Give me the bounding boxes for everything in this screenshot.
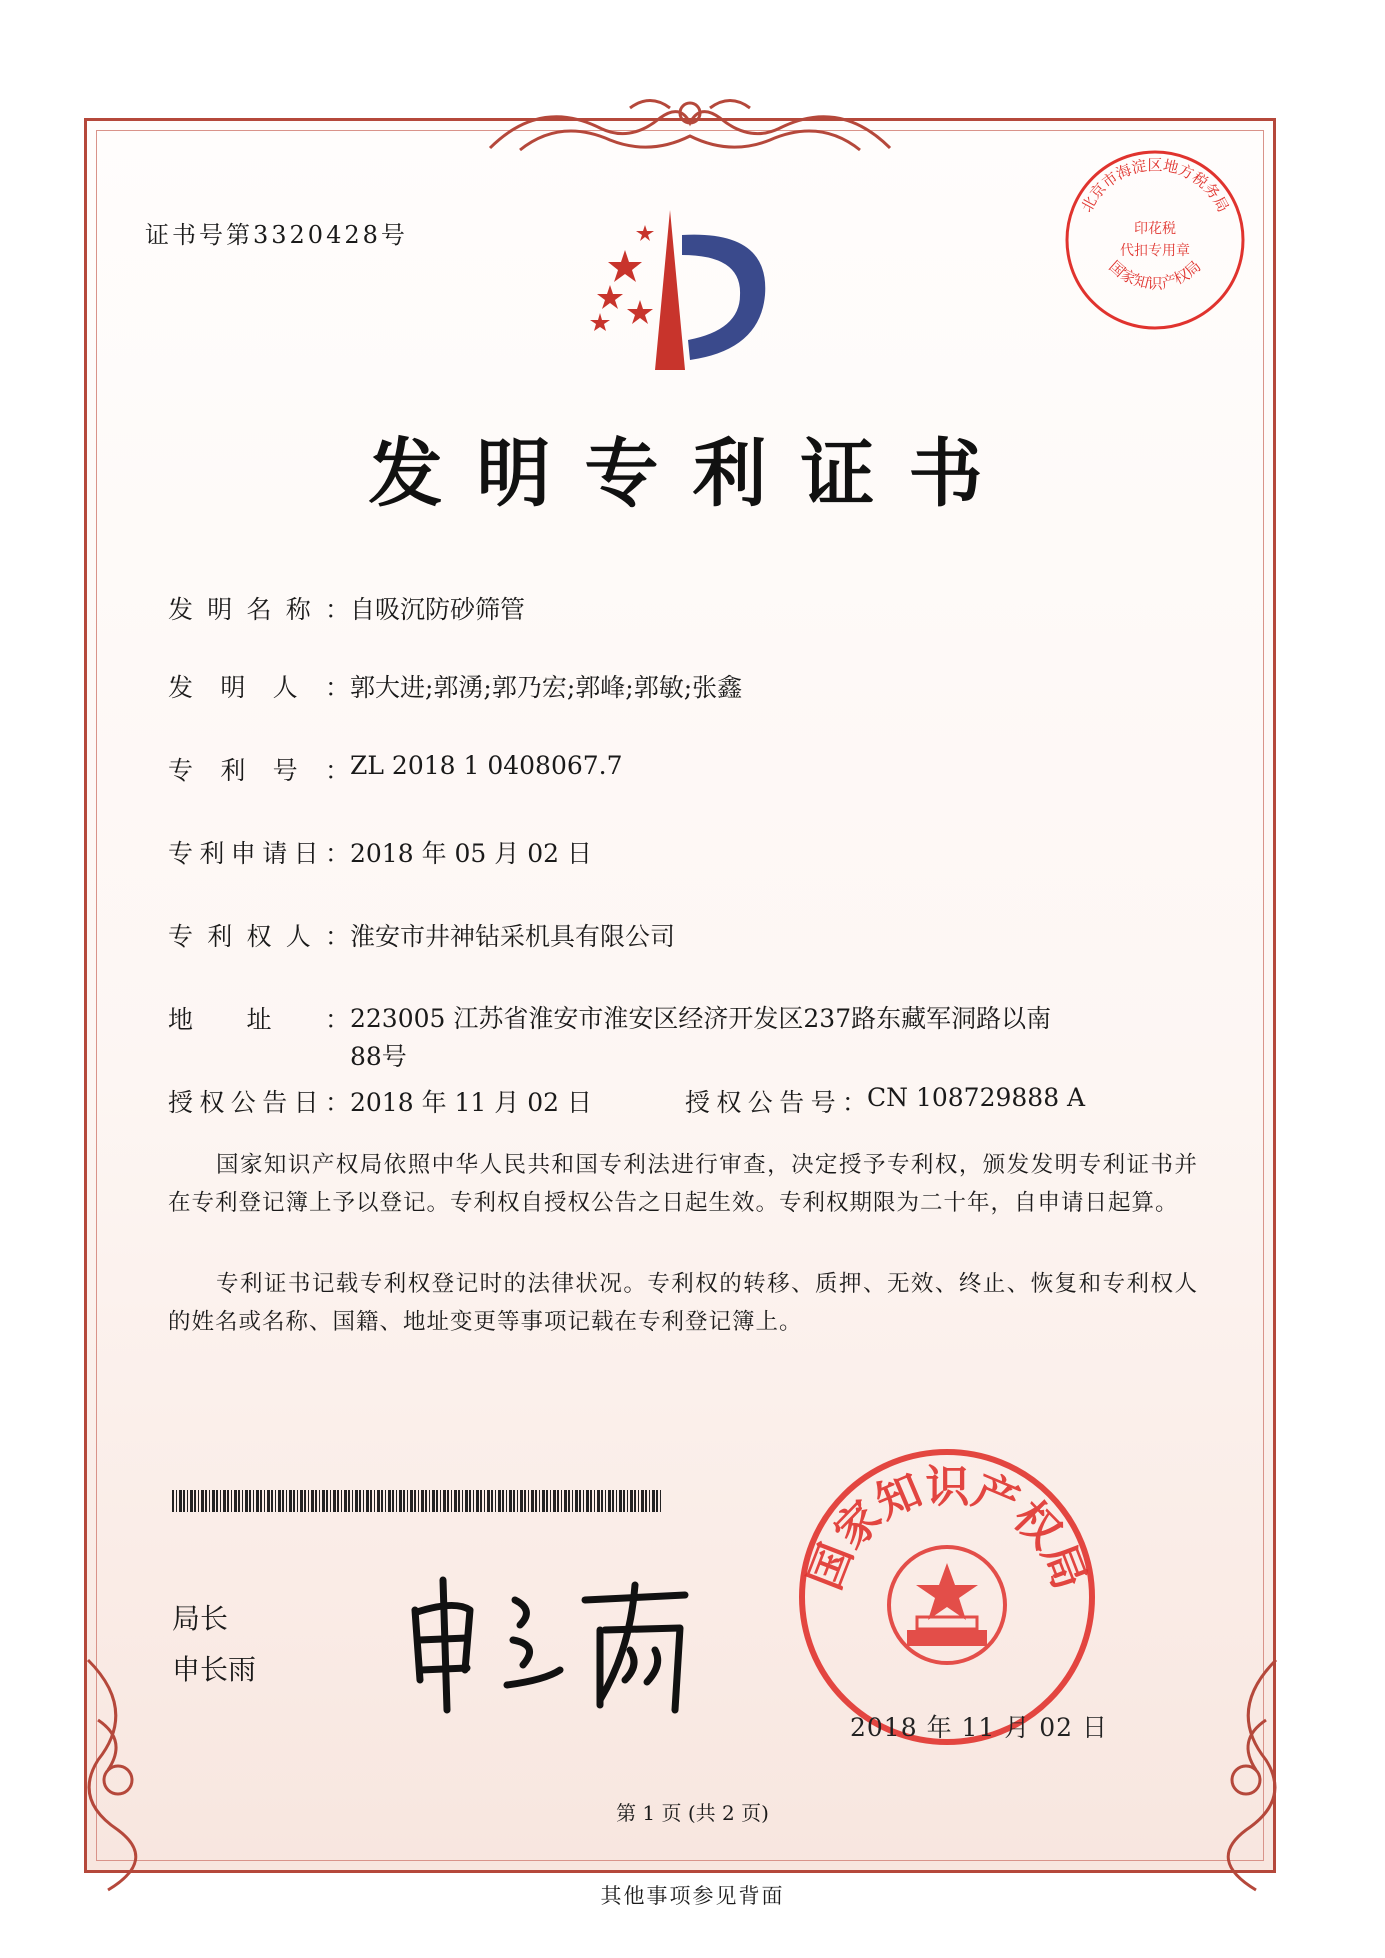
label-grant-date: 授权公告日： [168,1088,350,1117]
value-address: 223005 江苏省淮安市淮安区经济开发区237路东藏军洞路以南88号 [350,1004,1052,1071]
label-address: 地址： [168,1005,350,1034]
tax-stamp-center-2: 代扣专用章 [1120,243,1190,259]
seal-ring-text: 国家知识产权局 [799,1461,1096,1597]
label-invention-name: 发明名称： [168,595,350,624]
tax-stamp-ring-text: 北京市海淀区地方税务局 [1077,156,1233,216]
tax-stamp [1060,145,1250,335]
label-inventors: 发明人： [168,673,350,702]
field-invention-name [168,590,525,626]
field-grant-number [685,1083,1085,1119]
director-title: 局长 [172,1602,229,1635]
value-application-date: 2018 年 05 月 02 日 [350,839,592,868]
field-address [168,1000,1070,1076]
value-grant-number: CN 108729888 A [867,1083,1086,1112]
director-signature [395,1570,705,1720]
director-name: 申长雨 [172,1653,257,1686]
field-inventors [168,668,742,704]
paragraph-2: 专利证书记载专利权登记时的法律状况。专利权的转移、质押、无效、终止、恢复和专利权人的姓名或名称、国籍、地址变更等事项记载在专利登记簿上。 [168,1271,1198,1335]
official-seal [795,1445,1100,1750]
bottom-left-ornament [78,1650,168,1900]
label-patent-number: 专利号： [168,756,350,785]
paragraph-1: 国家知识产权局依照中华人民共和国专利法进行审查，决定授予专利权，颁发发明专利证书并在专利登记簿上予以登记。专利权自授权公告之日起生效。专利权期限为二十年，自申请日起算。 [168,1152,1198,1216]
svg-text:北京市海淀区地方税务局 [1078,156,1233,215]
cnipa-logo-icon [570,210,790,380]
document-title: 发明专利证书 [368,431,1017,517]
label-grant-number: 授权公告号： [685,1088,867,1117]
certificate-number: 证书号第3320428号 [145,221,408,249]
tax-stamp-center-1: 印花税 [1134,221,1176,237]
bottom-right-ornament [1196,1650,1286,1900]
page-info: 第 1 页 (共 2 页) [616,1801,769,1825]
label-patentee: 专利权人： [168,922,350,951]
field-application-date [168,834,592,870]
label-application-date: 专利申请日： [168,839,350,868]
value-inventors: 郭大进;郭湧;郭乃宏;郭峰;郭敏;张鑫 [350,673,743,702]
field-patent-number [168,751,623,787]
field-patentee [168,917,675,953]
top-ornament [480,88,900,168]
barcode [172,1490,662,1512]
seal-date: 2018 年 11 月 02 日 [850,1713,1108,1742]
field-grant-date [168,1083,592,1119]
value-patent-number: ZL 2018 1 0408067.7 [350,751,623,780]
value-patentee: 淮安市井神钻采机具有限公司 [350,922,676,951]
value-grant-date: 2018 年 11 月 02 日 [350,1088,592,1117]
svg-text:国家知识产权局 [1105,257,1204,292]
national-emblem-icon [889,1547,1005,1663]
tax-stamp-bottom-text: 国家知识产权局 [1105,257,1205,293]
value-invention-name: 自吸沉防砂筛管 [350,595,526,624]
footer-note: 其他事项参见背面 [600,1884,785,1908]
